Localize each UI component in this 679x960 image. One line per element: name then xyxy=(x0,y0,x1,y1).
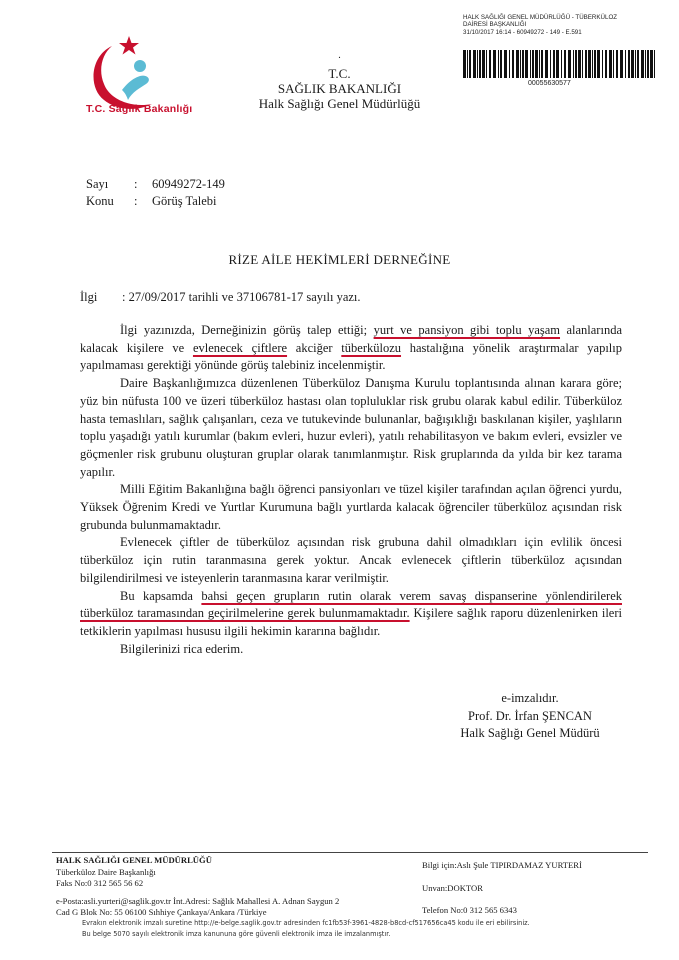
ilgi-line xyxy=(80,290,361,305)
signer-title: Halk Sağlığı Genel Müdürü xyxy=(460,726,600,740)
header-directorate: Halk Sağlığı Genel Müdürlüğü xyxy=(258,96,421,111)
sayi-value: 60949272-149 xyxy=(152,177,225,191)
underlined-text: evlenecek çiftlere xyxy=(192,340,288,355)
stamp-line: 31/10/2017 16:14 - 60949272 - 149 - E.591 xyxy=(463,28,582,36)
footer-info-person: Bilgi için:Aslı Şule TIPIRDAMAZ YURTERİ xyxy=(422,860,582,870)
esign-note: e-imzalıdır. xyxy=(501,691,559,705)
footer-info xyxy=(422,860,582,917)
footer-org: HALK SAĞLIĞI GENEL MÜDÜRLÜĞÜ xyxy=(56,855,212,865)
header-dot: . xyxy=(338,50,341,61)
esignature-law-note: Bu belge 5070 sayılı elektronik imza kanununa göre güvenli elektronik imza ile imzalanmıştır. xyxy=(82,930,391,938)
sayi-label: Sayı xyxy=(86,177,109,191)
underlined-text: tüberkülozu xyxy=(341,340,402,355)
colon: : xyxy=(134,194,138,208)
footer-fax: Faks No:0 312 565 56 62 xyxy=(56,878,144,889)
paragraph: Daire Başkanlığımızca düzenlenen Tüberküloz Danışma Kurulu toplantısında alınan karara göre; yüz bin nüfusta 100 ve üzeri tüberküloz hastası olan topluluklar risk grubu olarak kabul edilir. Tüberküloz hasta temaslıları, sağlık çalışanları, ceza ve tutukevinde bulunanlar, bağışıklığı baskılanan kişiler, yaşlıların toplu yaşadığı yatılı kurumlar (bakım evleri, huzur evleri), yatılı rehabilitasyon ve bakım evleri, evsizler ve göçmenler risk grubunu oluşturan gruplar olarak tanımlanmıştır. Risk gruplarında da yılda bir kez tarama yapılır. xyxy=(80,376,622,479)
logo-text: T.C. Sağlık Bakanlığı xyxy=(86,103,193,115)
signer-name: Prof. Dr. İrfan ŞENCAN xyxy=(468,708,592,723)
text-run: akciğer xyxy=(287,340,342,355)
ilgi-value: : 27/09/2017 tarihli ve 37106781-17 sayılı yazı. xyxy=(122,290,361,304)
footer-contact xyxy=(56,855,339,919)
footer-email: e-Posta:asli.yurteri@saglik.gov.tr İnt.Adresi: Sağlık Mahallesi A. Adnan Saygun 2 xyxy=(56,895,340,906)
konu-value: Görüş Talebi xyxy=(152,194,217,208)
paragraph xyxy=(80,588,622,641)
text-run: hastalığına yönelik araştırmalar yapılıp yapılmaması gerektiği yönünde görüş talebiniz incelenmiştir. xyxy=(80,340,622,373)
paragraph xyxy=(80,322,622,375)
paragraph: Evlenecek çiftler de tüberküloz açısından risk grubuna dahil olmadıkları için evlilik öncesi tüberküloz için rutin taranmasına gerek yoktur. Ancak evlenecek çiftlerin tüberküloz açısından bilgilendirilmesi ve isteyenlerin taranmasına karar verilmiştir. xyxy=(80,535,622,585)
footer-unvan: Unvan:DOKTOR xyxy=(422,882,483,893)
header-ministry: SAĞLIK BAKANLIĞI xyxy=(277,81,402,96)
meta-konu xyxy=(86,194,217,209)
underlined-text: bahsi geçen grupların rutin olarak verem savaş dispanserine yönlendirilerek tüberküloz taramasından geçirilmelerine gerek bulunmamaktadır. xyxy=(80,588,622,621)
stamp-line: DAİRESİ BAŞKANLIĞI xyxy=(463,21,527,29)
recipient: RİZE AİLE HEKİMLERİ DERNEĞİNE xyxy=(228,252,451,267)
signature-block xyxy=(420,690,640,743)
letter-body xyxy=(80,322,622,658)
underlined-text: yurt ve pansiyon gibi toplu yaşam xyxy=(373,323,561,337)
footer-divider xyxy=(52,852,648,853)
text-run: İlgi yazınızda, Derneğinizin görüş talep ettiği; xyxy=(120,323,374,337)
registry-stamp xyxy=(463,14,663,36)
verification-note: Evrakın elektronik imzalı suretine http://e-belge.saglik.gov.tr adresinden fc1fb53f-3961-4828-b8cd-cf517656ca45 kodu ile eri ebilirsiniz. xyxy=(82,919,530,927)
meta-sayi xyxy=(86,177,225,192)
header-tc: T.C. xyxy=(328,66,351,81)
footer-tel: Telefon No:0 312 565 6343 xyxy=(422,905,517,916)
colon: : xyxy=(134,177,138,191)
footer-dept: Tüberküloz Daire Başkanlığı xyxy=(56,866,156,877)
stamp-line: HALK SAĞLIĞI GENEL MÜDÜRLÜĞÜ - TÜBERKÜLOZ xyxy=(463,14,618,21)
text-run: Bu kapsamda xyxy=(120,588,202,603)
footer-address: Cad G Blok No: 55 06100 Sıhhiye Çankaya/Ankara /Türkiye xyxy=(56,907,267,918)
konu-label: Konu xyxy=(86,194,114,208)
ilgi-label: İlgi xyxy=(80,290,98,304)
barcode-number: 00055630577 xyxy=(528,80,571,87)
footer-notes xyxy=(82,918,530,940)
text-run: alanlarında kalacak kişilere ve xyxy=(80,323,622,355)
text-run: Kişilere sağlık raporu düzenlenirken ileri tetkiklerin yapılması hususu ilgili hekimin kararına bağlıdır. xyxy=(80,606,622,638)
paragraph: Milli Eğitim Bakanlığına bağlı öğrenci pansiyonları ve tüzel kişiler tarafından açılan öğrenci yurdu, Yüksek Öğrenim Kredi ve Yurtlar Kurumuna bağlı yurtlarda kalacak öğrenciler tüberküloz açısından risk grubunda bulunmamaktadır. xyxy=(80,482,622,532)
paragraph: Bilgilerinizi rica ederim. xyxy=(120,641,244,656)
